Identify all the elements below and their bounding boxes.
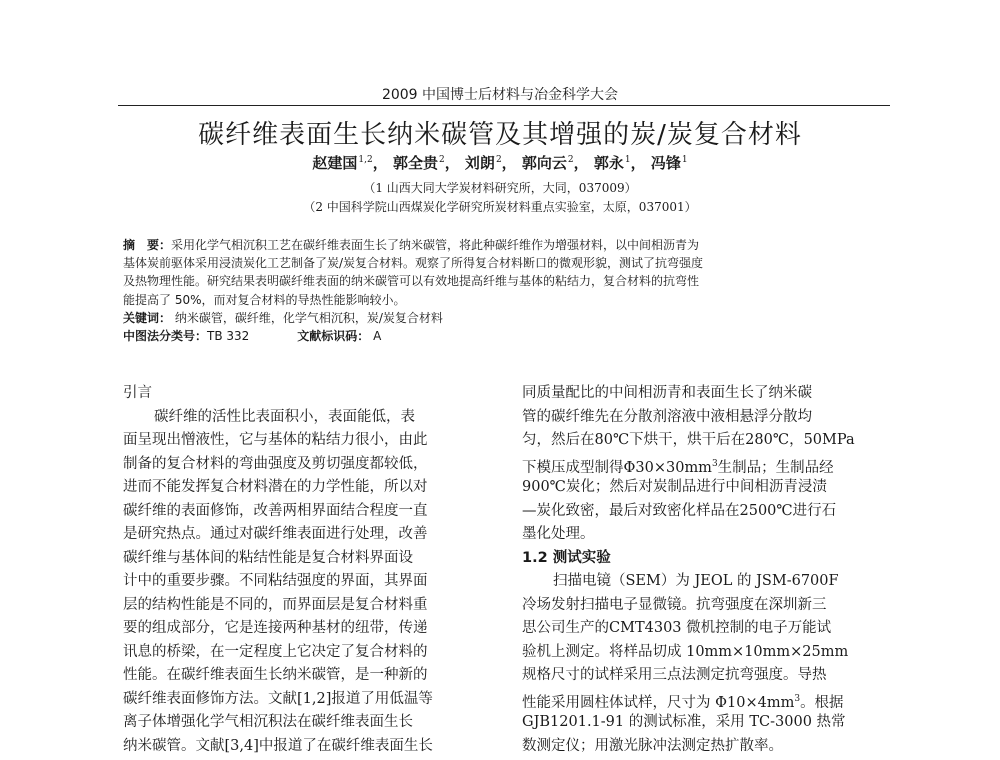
left-column [123, 382, 495, 758]
author-name: 赵建国 [312, 154, 358, 172]
abstract-label: 摘 要： [123, 238, 172, 252]
body-line: 制备的复合材料的弯曲强度及剪切强度都较低， [123, 455, 428, 472]
body-line: 验机上测定。将样品切成 10mm×10mm×25mm [522, 643, 849, 660]
body-line: 纳米碳管。文献[3,4]中报道了在碳纤维表面生长 [123, 737, 433, 754]
body-line: 面呈现出憎液性，它与基体的粘结力很小，由此 [123, 432, 428, 448]
body-line: 计中的重要步骤。不同粘结强度的界面，其界面 [123, 573, 428, 589]
header-rule [118, 105, 890, 106]
body-line: 碳纤维表面修饰方法。文献[1,2]报道了用低温等 [123, 690, 433, 707]
body-line: GJB1201.1-91 的测试标准，采用 TC-3000 热常 [522, 714, 846, 730]
affiliation-2: （2 中国科学院山西煤炭化学研究所炭材料重点实验室，太原，037001） [303, 200, 697, 214]
superscript: 3 [794, 693, 801, 704]
abstract-line [123, 236, 881, 254]
author-name: 冯锋 [650, 154, 681, 172]
body-line: 是研究热点。通过对碳纤维表面进行处理，改善 [123, 526, 428, 542]
abstract-block [123, 236, 881, 345]
body-line: 进而不能发挥复合材料潜在的力学性能，所以对 [123, 479, 428, 495]
body-line: 讯息的桥梁，在一定程度上它决定了复合材料的 [123, 643, 428, 660]
superscript: 3 [711, 458, 718, 469]
body-text: 。根据 [800, 694, 844, 711]
body-line [522, 453, 897, 477]
keywords-line [123, 309, 881, 327]
body-line: 墨化处理。 [522, 526, 595, 542]
author-list: 赵建国$^{1,2}$， 郭全贵$^2$， 刘朗$^2$， 郭向云$^2$， 郭永$^1$， 冯锋$^1$ [312, 154, 688, 172]
body-text: 生制品；生制品经 [717, 459, 834, 476]
body-line: 数测定仪；用激光脉冲法测定热扩散率。 [522, 737, 783, 754]
author-affiliation-mark: 2 [438, 155, 445, 165]
classification-label: 中图法分类号： [123, 328, 208, 343]
paper-title: 碳纤维表面生长纳米碳管及其增强的炭/炭复合材料 [198, 120, 802, 150]
body-line: 匀，然后在80℃下烘干，烘干后在280℃，50MPa [522, 432, 855, 448]
body-line: 碳纤维的活性比表面积小，表面能低，表 [154, 408, 415, 425]
doc-id-value: A [373, 328, 382, 343]
author-name: 郭全贵 [392, 154, 438, 172]
classification-line [123, 327, 881, 345]
body-line: 管的碳纤维先在分散剂溶液中液相悬浮分散均 [522, 408, 812, 425]
author-affiliation-mark: 1,2 [358, 155, 373, 165]
classification-value: TB 332 [207, 328, 250, 343]
body-text: 下模压成型制得Φ30×30mm [522, 459, 712, 476]
doc-id-label: 文献标识码： [297, 328, 370, 343]
abstract-line: 及热物理性能。研究结果表明碳纤维表面的纳米碳管可以有效地提高纤维与基体的粘结力，复合材料的抗弯性 [123, 274, 700, 289]
author-affiliation-mark: 2 [567, 155, 574, 165]
body-line: 要的组成部分，它是连接两种基材的纽带，传递 [123, 620, 428, 636]
abstract-line: 能提高了 50%，而对复合材料的导热性能影响较小。 [123, 292, 406, 307]
body-line: 扫描电镜（SEM）为 JEOL 的 JSM-6700F [553, 573, 839, 589]
right-column [522, 382, 897, 758]
body-line: 900℃炭化；然后对炭制品进行中间相沥青浸渍 [522, 479, 827, 495]
keywords-label: 关键词： [123, 310, 172, 325]
body-line: 离子体增强化学气相沉积法在碳纤维表面生长 [123, 714, 413, 730]
body-line: 层的结构性能是不同的，而界面层是复合材料重 [123, 596, 428, 613]
author-affiliation-mark: 1 [681, 155, 688, 165]
body-line: —炭化致密，最后对致密化样品在2500℃进行石 [522, 502, 837, 519]
body-line: 碳纤维与基体间的粘结性能是复合材料界面设 [123, 549, 413, 566]
section-heading-intro: 引言 [123, 385, 152, 401]
body-line: 规格尺寸的试样采用三点法测定抗弯强度。导热 [522, 667, 827, 683]
body-line [522, 688, 897, 712]
section-heading-test: 1.2 测试实验 [522, 549, 611, 566]
author-name: 郭向云 [521, 154, 567, 172]
conference-header: 2009 中国博士后材料与冶金科学大会 [381, 87, 619, 103]
body-line: 性能。在碳纤维表面生长纳米碳管，是一种新的 [123, 667, 428, 683]
author-name: 郭永 [593, 154, 624, 172]
author-name: 刘朗 [464, 154, 495, 172]
affiliation-1: （1 山西大同大学炭材料研究所，大同，037009） [363, 181, 637, 195]
keywords-text: 纳米碳管，碳纤维，化学气相沉积，炭/炭复合材料 [174, 310, 443, 325]
body-line: 同质量配比的中间相沥青和表面生长了纳米碳 [522, 385, 812, 401]
abstract-text: 采用化学气相沉积工艺在碳纤维表面生长了纳米碳管，将此种碳纤维作为增强材料，以中间相沥青为 [171, 238, 700, 252]
body-line: 思公司生产的CMT4303 微机控制的电子万能试 [522, 620, 832, 636]
body-line: 冷场发射扫描电子显微镜。抗弯强度在深圳新三 [522, 596, 827, 613]
author-affiliation-mark: 2 [495, 155, 502, 165]
abstract-line: 基体炭前驱体采用浸渍炭化工艺制备了炭/炭复合材料。观察了所得复合材料断口的微观形貌，测试了抗弯强度 [123, 256, 704, 271]
body-text: 性能采用圆柱体试样，尺寸为 Φ10×4mm [522, 694, 795, 711]
body-line: 碳纤维的表面修饰，改善两相界面结合程度一直 [123, 502, 428, 519]
author-affiliation-mark: 1 [624, 155, 631, 165]
